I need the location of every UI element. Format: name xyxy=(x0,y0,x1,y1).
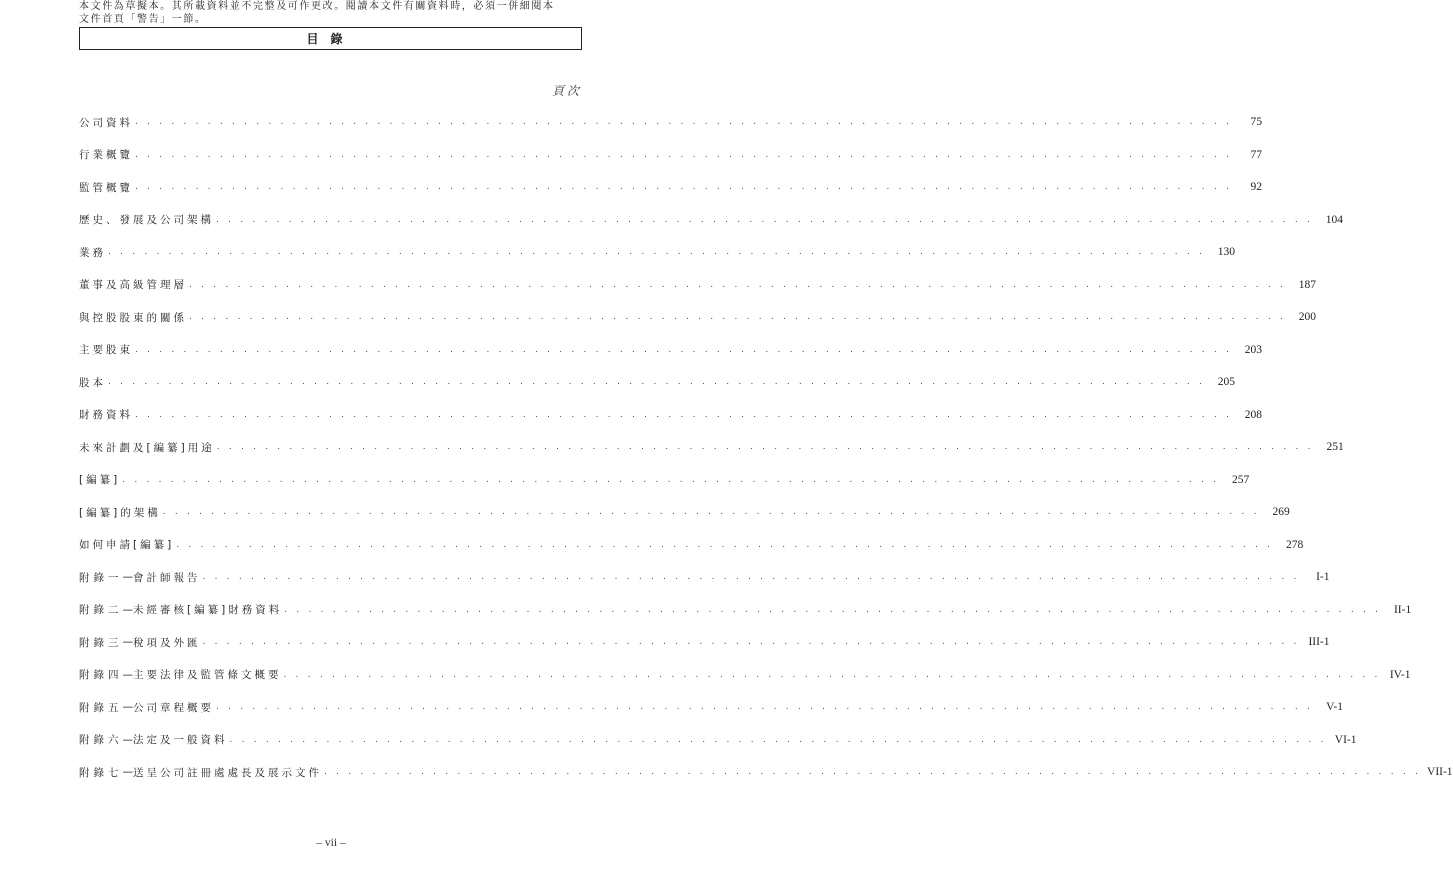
toc-entry[interactable] xyxy=(79,372,1236,392)
toc-entry-page: 104 xyxy=(1325,213,1344,226)
appendix-dash: — xyxy=(122,636,133,648)
toc-entry-label: 監管概覽 xyxy=(79,181,133,194)
leader-dots: . . . . . . . . . . . . . . . . . . . . . . . . . . . . . . . . . . . . . . . . . . . . . . . . . . . . . . . . . . . . . . . . . . . . . . . . . . . . . . . . . . . . . . . . . . . xyxy=(284,604,1382,615)
appendix-dash: — xyxy=(122,766,133,778)
leader-dots: . . . . . . . . . . . . . . . . . . . . . . . . . . . . . . . . . . . . . . . . . . . . . . . . . . . . . . . . . . . . . . . . . . . . . . . . . . . . . . . . . . . . . . . . . . . xyxy=(202,572,1300,582)
appendix-label: 未經審核[編纂]財務資料 xyxy=(133,604,283,616)
toc-entry[interactable] xyxy=(79,405,1263,425)
toc-appendix-entry[interactable] xyxy=(79,697,1344,717)
appendix-prefix: 附錄二 xyxy=(79,604,123,616)
leader-dots: . . . . . . . . . . . . . . . . . . . . . . . . . . . . . . . . . . . . . . . . . . . . . . . . . . . . . . . . . . . . . . . . . . . . . . . . . . . . . . . . . . . . . . . . . . . xyxy=(202,637,1300,647)
toc-entry-page: 200 xyxy=(1298,311,1317,323)
toc-entry-page: 92 xyxy=(1250,181,1263,193)
toc-entry-page: 77 xyxy=(1250,148,1263,161)
toc-entry-label: [編纂]的架構 xyxy=(79,506,161,519)
appendix-label: 送呈公司註冊處處長及展示文件 xyxy=(133,766,322,779)
leader-dots: . . . . . . . . . . . . . . . . . . . . . . . . . . . . . . . . . . . . . . . . . . . . . . . . . . . . . . . . . . . . . . . . . . . . . . . . . . . . . . . . . . . . . . . . . . . xyxy=(189,312,1287,322)
toc-entry-page: 187 xyxy=(1298,278,1317,291)
appendix-label: 稅項及外匯 xyxy=(133,636,201,649)
leader-dots: . . . . . . . . . . . . . . . . . . . . . . . . . . . . . . . . . . . . . . . . . . . . . . . . . . . . . . . . . . . . . . . . . . . . . . . . . . . . . . . . . . . . . . . . . . . xyxy=(216,702,1314,712)
toc-entry-page: 257 xyxy=(1231,473,1250,486)
leader-dots: . . . . . . . . . . . . . . . . . . . . . . . . . . . . . . . . . . . . . . . . . . . . . . . . . . . . . . . . . . . . . . . . . . . . . . . . . . . . . . . . . . . . . . . . . . . xyxy=(283,669,1381,680)
draft-notice-line-2: 文件首頁「警告」一節。 xyxy=(79,13,207,25)
appendix-page: VI-1 xyxy=(1334,733,1357,746)
toc-entry-page: 208 xyxy=(1244,408,1263,421)
toc-entry-label: 行業概覽 xyxy=(79,149,133,161)
toc-entry-label: 與控股股東的關係 xyxy=(79,311,187,324)
toc-entry-label: 股本 xyxy=(79,376,106,389)
toc-entry-page: 205 xyxy=(1217,376,1236,388)
toc-entry-page: 269 xyxy=(1272,506,1290,518)
toc-entry-label: 如何申請[編纂] xyxy=(79,539,175,551)
toc-appendix-entry[interactable] xyxy=(79,730,1357,750)
appendix-label: 會計師報告 xyxy=(133,571,201,584)
appendix-page: VII-1 xyxy=(1427,766,1453,778)
leader-dots: . . . . . . . . . . . . . . . . . . . . . . . . . . . . . . . . . . . . . . . . . . . . . . . . . . . . . . . . . . . . . . . . . . . . . . . . . . . . . . . . . . . . . . . . . . . xyxy=(135,117,1233,127)
appendix-prefix: 附錄七 xyxy=(79,766,123,779)
appendix-label: 公司章程概要 xyxy=(133,701,214,714)
toc-appendix-entry[interactable] xyxy=(79,632,1330,652)
toc-appendix-entry[interactable] xyxy=(79,600,1412,620)
toc-entry[interactable] xyxy=(79,502,1290,522)
toc-entry[interactable] xyxy=(79,470,1250,490)
appendix-dash: — xyxy=(122,571,133,583)
toc-entry-label: 歷史、發展及公司架構 xyxy=(79,214,214,226)
toc-entry-page: 203 xyxy=(1244,343,1263,356)
toc-appendix-entry[interactable] xyxy=(79,762,1453,782)
page-number-footer: – vii – xyxy=(316,837,346,849)
leader-dots: . . . . . . . . . . . . . . . . . . . . . . . . . . . . . . . . . . . . . . . . . . . . . . . . . . . . . . . . . . . . . . . . . . . . . . . . . . . . . . . . . . . . . . . . . . . xyxy=(135,409,1233,420)
leader-dots: . . . . . . . . . . . . . . . . . . . . . . . . . . . . . . . . . . . . . . . . . . . . . . . . . . . . . . . . . . . . . . . . . . . . . . . . . . . . . . . . . . . . . . . . . . . xyxy=(216,442,1314,452)
toc-entry[interactable] xyxy=(79,242,1236,262)
appendix-page: I-1 xyxy=(1316,571,1330,583)
toc-entry[interactable] xyxy=(79,145,1263,165)
toc-appendix-entry[interactable] xyxy=(79,665,1411,685)
leader-dots: . . . . . . . . . . . . . . . . . . . . . . . . . . . . . . . . . . . . . . . . . . . . . . . . . . . . . . . . . . . . . . . . . . . . . . . . . . . . . . . . . . . . . . . . . . . xyxy=(324,767,1422,777)
toc-entry[interactable] xyxy=(79,275,1317,295)
leader-dots: . . . . . . . . . . . . . . . . . . . . . . . . . . . . . . . . . . . . . . . . . . . . . . . . . . . . . . . . . . . . . . . . . . . . . . . . . . . . . . . . . . . . . . . . . . . xyxy=(135,182,1233,192)
toc-entry-page: 278 xyxy=(1285,538,1304,551)
toc-entry-page: 251 xyxy=(1326,441,1344,453)
draft-notice xyxy=(79,1,584,26)
toc-entry[interactable] xyxy=(79,177,1263,197)
appendix-page: IV-1 xyxy=(1389,668,1411,681)
toc-entry-label: [編纂] xyxy=(79,474,121,486)
toc-appendix-entry[interactable] xyxy=(79,567,1330,587)
appendix-label: 主要法律及監管條文概要 xyxy=(133,669,282,681)
leader-dots: . . . . . . . . . . . . . . . . . . . . . . . . . . . . . . . . . . . . . . . . . . . . . . . . . . . . . . . . . . . . . . . . . . . . . . . . . . . . . . . . . . . . . . . . . . . xyxy=(189,279,1287,290)
toc-entry-label: 公司資料 xyxy=(79,116,133,129)
leader-dots: . . . . . . . . . . . . . . . . . . . . . . . . . . . . . . . . . . . . . . . . . . . . . . . . . . . . . . . . . . . . . . . . . . . . . . . . . . . . . . . . . . . . . . . . . . . xyxy=(176,539,1274,550)
leader-dots: . . . . . . . . . . . . . . . . . . . . . . . . . . . . . . . . . . . . . . . . . . . . . . . . . . . . . . . . . . . . . . . . . . . . . . . . . . . . . . . . . . . . . . . . . . . xyxy=(216,214,1314,225)
contents-title-box xyxy=(79,27,582,50)
toc-entry[interactable] xyxy=(79,210,1344,230)
toc-entry-page: 75 xyxy=(1250,116,1263,128)
toc-entry[interactable] xyxy=(79,112,1263,132)
appendix-dash: — xyxy=(122,733,133,746)
toc-entry-label: 董事及高級管理層 xyxy=(79,279,187,291)
appendix-prefix: 附錄三 xyxy=(79,636,123,649)
appendix-prefix: 附錄四 xyxy=(79,669,123,681)
leader-dots: . . . . . . . . . . . . . . . . . . . . . . . . . . . . . . . . . . . . . . . . . . . . . . . . . . . . . . . . . . . . . . . . . . . . . . . . . . . . . . . . . . . . . . . . . . . xyxy=(135,149,1233,160)
appendix-prefix: 附錄五 xyxy=(79,701,123,714)
appendix-prefix: 附錄一 xyxy=(79,571,123,584)
page-column-header: 頁次 xyxy=(551,84,582,98)
appendix-page: III-1 xyxy=(1308,636,1330,648)
appendix-dash: — xyxy=(122,668,133,681)
appendix-dash: — xyxy=(122,701,133,713)
leader-dots: . . . . . . . . . . . . . . . . . . . . . . . . . . . . . . . . . . . . . . . . . . . . . . . . . . . . . . . . . . . . . . . . . . . . . . . . . . . . . . . . . . . . . . . . . . . xyxy=(108,247,1206,257)
toc-entry-page: 130 xyxy=(1217,246,1236,258)
toc-entry-label: 主要股東 xyxy=(79,344,133,356)
draft-notice-line-1: 本文件為草擬本。其所載資料並不完整及可作更改。閱讀本文件有關資料時，必須一併細閱本 xyxy=(79,1,555,12)
toc-entry[interactable] xyxy=(79,340,1263,360)
leader-dots: . . . . . . . . . . . . . . . . . . . . . . . . . . . . . . . . . . . . . . . . . . . . . . . . . . . . . . . . . . . . . . . . . . . . . . . . . . . . . . . . . . . . . . . . . . . xyxy=(162,507,1260,517)
appendix-label: 法定及一般資料 xyxy=(133,734,228,746)
leader-dots: . . . . . . . . . . . . . . . . . . . . . . . . . . . . . . . . . . . . . . . . . . . . . . . . . . . . . . . . . . . . . . . . . . . . . . . . . . . . . . . . . . . . . . . . . . . xyxy=(122,474,1220,485)
leader-dots: . . . . . . . . . . . . . . . . . . . . . . . . . . . . . . . . . . . . . . . . . . . . . . . . . . . . . . . . . . . . . . . . . . . . . . . . . . . . . . . . . . . . . . . . . . . xyxy=(108,377,1206,387)
toc-entry[interactable] xyxy=(79,437,1344,457)
toc-entry-label: 財務資料 xyxy=(79,409,133,421)
toc-entry[interactable] xyxy=(79,535,1304,555)
appendix-page: II-1 xyxy=(1393,603,1412,616)
leader-dots: . . . . . . . . . . . . . . . . . . . . . . . . . . . . . . . . . . . . . . . . . . . . . . . . . . . . . . . . . . . . . . . . . . . . . . . . . . . . . . . . . . . . . . . . . . . xyxy=(135,344,1233,355)
appendix-page: V-1 xyxy=(1326,701,1344,713)
toc-entry-label: 未來計劃及[編纂]用途 xyxy=(79,441,215,454)
appendix-prefix: 附錄六 xyxy=(79,734,123,746)
appendix-dash: — xyxy=(122,603,133,616)
contents-title: 目錄 xyxy=(306,32,355,46)
leader-dots: . . . . . . . . . . . . . . . . . . . . . . . . . . . . . . . . . . . . . . . . . . . . . . . . . . . . . . . . . . . . . . . . . . . . . . . . . . . . . . . . . . . . . . . . . . . xyxy=(229,734,1327,745)
toc-entry[interactable] xyxy=(79,307,1317,327)
toc-entry-label: 業務 xyxy=(79,246,106,259)
